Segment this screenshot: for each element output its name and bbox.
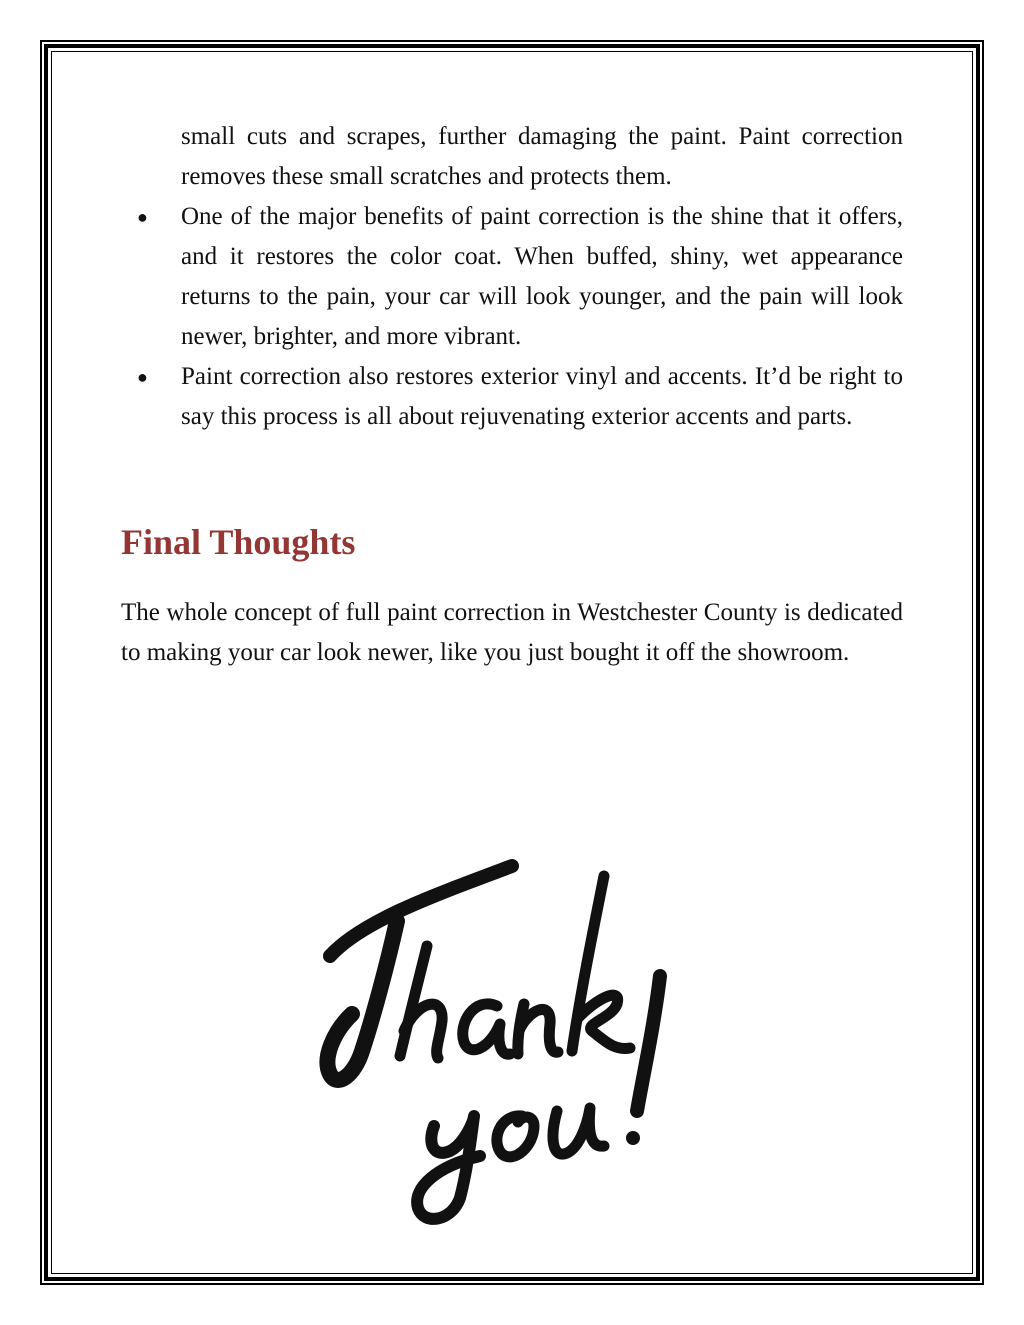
list-item bbox=[137, 197, 903, 357]
bullet-icon: ● bbox=[137, 367, 148, 387]
thank-you-image bbox=[212, 826, 808, 1230]
list-item-text: small cuts and scrapes, further damaging the paint. Paint correction removes these small scratches and protects them. bbox=[181, 123, 903, 190]
list-item-text: Paint correction also restores exterior vinyl and accents. It’d be right to say this process is all about rejuvenating exterior accents and parts. bbox=[181, 363, 903, 430]
bullet-icon: ● bbox=[137, 207, 148, 227]
list-item-text: One of the major benefits of paint correction is the shine that it offers, and it restores the color coat. When buffed, shiny, wet appearance returns to the pain, your car will look younger, and the pain will look newer, brighter, and more vibrant. bbox=[181, 203, 903, 350]
benefits-list bbox=[121, 117, 903, 437]
list-item bbox=[181, 117, 903, 197]
list-item bbox=[137, 357, 903, 437]
page-content bbox=[121, 117, 903, 673]
section-paragraph: The whole concept of full paint correction in Westchester County is dedicated to making your car look newer, like you just bought it off the showroom. bbox=[121, 599, 903, 666]
section-heading: Final Thoughts bbox=[121, 522, 356, 562]
